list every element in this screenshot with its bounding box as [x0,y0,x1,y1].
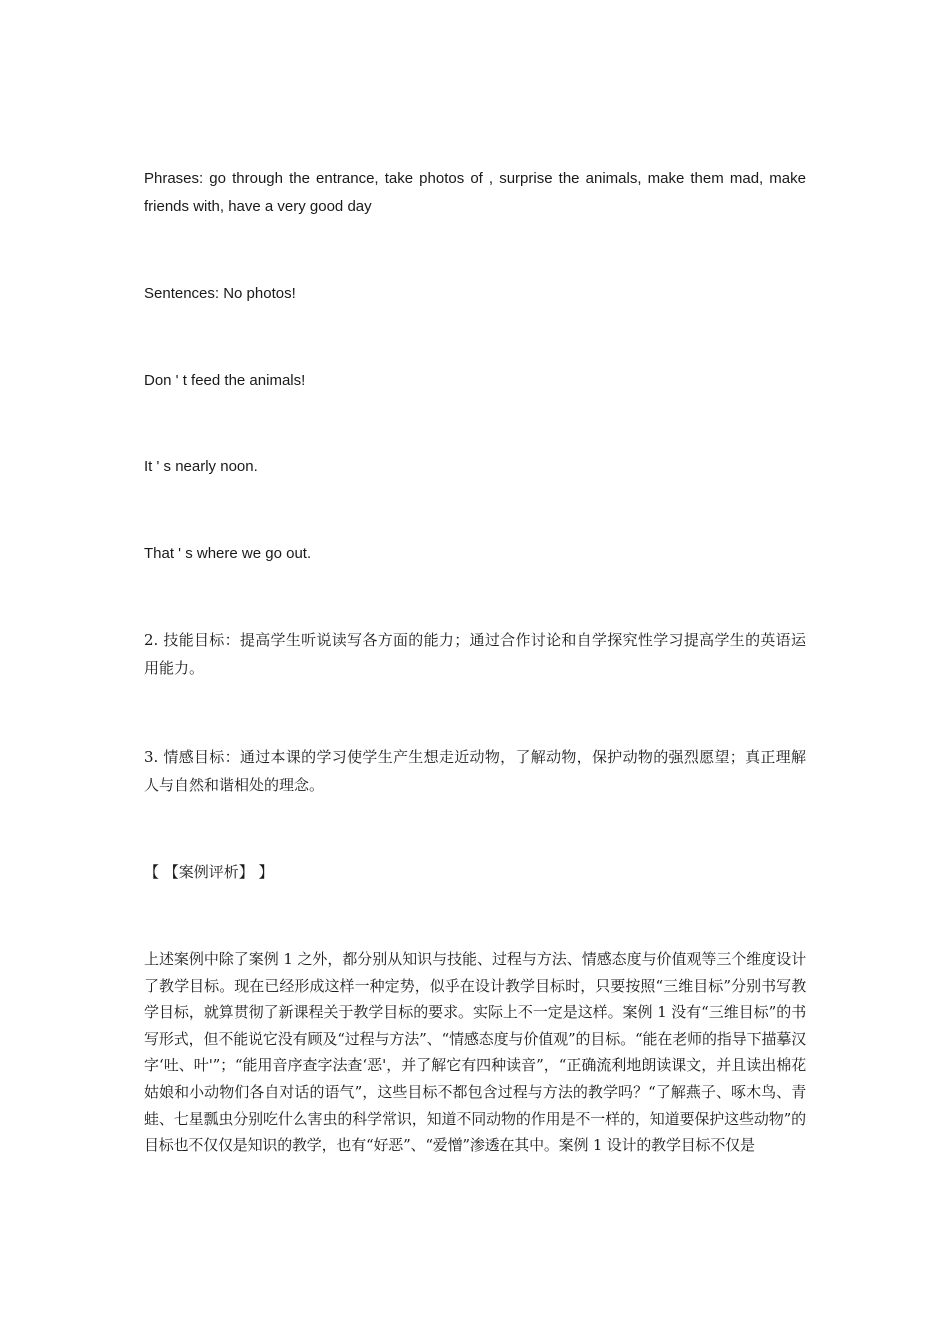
section-heading: 【 【案例评析】 】 [144,863,274,881]
analysis-paragraph: 上述案例中除了案例 1 之外，都分别从知识与技能、过程与方法、情感态度与价值观等三个维度设计了教学目标。现在已经形成这样一种定势，似乎在设计教学目标时，只要按照“三维目标”分别书写教学目标，就算贯彻了新课程关于教学目标的要求。实际上不一定是这样。案例 1 没有“三维目标”的书写形式，但不能说它没有顾及“过程与方法”、“情感态度与价值观”的目标。“能在老师的指导下描摹汉字‘吐、叶'”；“能用音序查字法查‘恶'，并了解它有四种读音”，“正确流利地朗读课文，并且读出棉花姑娘和小动物们各自对话的语气”，这些目标不都包含过程与方法的教学吗？“了解燕子、啄木鸟、青蛙、七星瓢虫分别吃什么害虫的科学常识，知道不同动物的作用是不一样的，知道要保护这些动物”的目标也不仅仅是知识的教学，也有“好恶”、“爱憎”渗透在其中。案例 1 设计的教学目标不仅是 [144,950,806,1155]
phrases-paragraph: Phrases: go through the entrance, take photos of , surprise the animals, make them mad, make friends with, have a very good day [144,170,806,215]
sentence-nearly-noon: It ' s nearly noon. [144,458,258,475]
skill-goal-paragraph: 2. 技能目标：提高学生听说读写各方面的能力；通过合作讨论和自学探究性学习提高学生的英语运用能力。 [144,631,806,677]
emotion-goal-paragraph: 3. 情感目标：通过本课的学习使学生产生想走近动物，了解动物，保护动物的强烈愿望；真正理解人与自然和谐相处的理念。 [144,748,806,794]
sentence-no-photos: Sentences: No photos! [144,285,296,302]
sentence-dont-feed: Don ' t feed the animals! [144,372,306,389]
sentence-where-we-go-out: That ' s where we go out. [144,545,312,562]
